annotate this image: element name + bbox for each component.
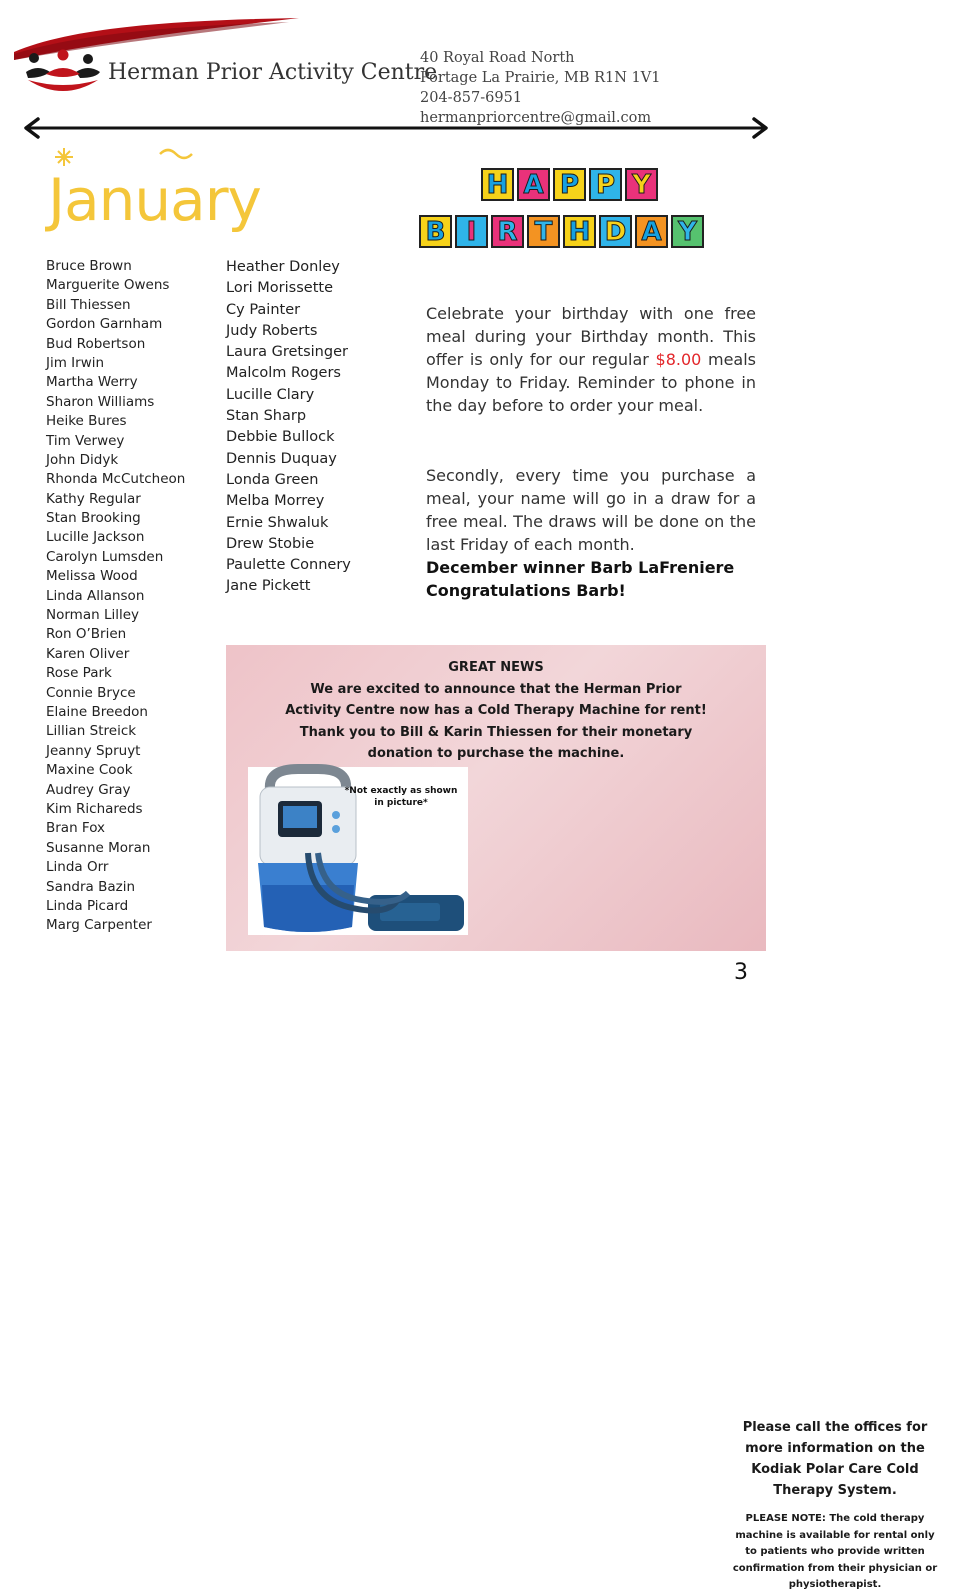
birthday-name: Linda Picard [46,897,129,914]
call-line: Therapy System. [773,1483,897,1498]
birthday-name: Linda Allanson [46,587,145,604]
banner-letter: H [481,168,514,201]
birthday-name: Bill Thiessen [46,296,131,313]
birthday-name: Stan Sharp [226,408,307,425]
birthday-name: Sharon Williams [46,393,155,410]
note-line: machine is available for rental only [735,1529,935,1541]
banner-letter: A [517,168,550,201]
birthday-name: Laura Gretsinger [226,344,348,361]
birthday-name: Connie Bryce [46,684,136,701]
birthday-name: Paulette Connery [226,557,351,574]
birthday-name: Karen Oliver [46,645,130,662]
note-line: physiotherapist. [788,1579,882,1590]
call-offices-text [704,1417,966,1501]
org-name: Herman Prior Activity Centre [108,60,438,85]
call-line: Please call the offices for [742,1420,928,1435]
birthday-offer-text [426,302,756,417]
birthday-name: Lucille Jackson [46,529,145,546]
birthday-name: Ernie Shwaluk [226,514,329,531]
please-note-text [704,1511,966,1594]
birthday-name: Gordon Garnham [46,316,163,333]
birthday-name: Heike Bures [46,413,127,430]
banner-letter: Y [625,168,658,201]
birthday-name: Ron O’Brien [46,626,127,643]
image-disclaimer: *Not exactly as shown in picture* [344,786,458,808]
birthday-name: Melissa Wood [46,568,138,585]
month-heading [40,140,270,240]
birthday-name: Bran Fox [46,820,106,837]
birthday-name: Marg Carpenter [46,917,152,934]
birthday-name: Rose Park [46,665,112,682]
birthday-name: Kathy Regular [46,490,141,507]
birthday-name: Martha Werry [46,374,138,391]
banner-letter: I [455,215,488,248]
logo-icon [24,50,102,94]
birthday-name: Heather Donley [226,259,340,275]
birthday-name: Linda Orr [46,859,109,876]
birthday-name: Judy Roberts [226,322,318,339]
birthday-name: Carolyn Lumsden [46,548,164,565]
address-line: 40 Royal Road North [420,50,575,66]
birthday-name: Rhonda McCutcheon [46,471,186,488]
banner-letter: Y [671,215,704,248]
birthday-name: Sandra Bazin [46,878,136,895]
birthday-name: Norman Lilley [46,607,140,624]
meal-price: $8.00 [655,350,702,369]
page-number: 3 [734,960,748,985]
note-line: confirmation from their physician or [732,1562,938,1574]
city-line: Portage La Prairie, MB R1N 1V1 [420,70,661,86]
winner-announcement [426,556,734,602]
call-line: Kodiak Polar Care Cold [751,1462,919,1477]
birthday-name: Susanne Moran [46,839,151,856]
birthday-banner [419,215,704,248]
birthday-name: Lillian Streick [46,723,137,740]
banner-letter: T [527,215,560,248]
news-line: Activity Centre now has a Cold Therapy Machine for rent! [285,703,707,718]
note-line: to patients who provide written [745,1546,925,1557]
birthday-name: Londa Green [226,471,319,488]
sparkle-icon [55,148,73,166]
birthday-name: Dennis Duquay [226,450,337,467]
note-line: PLEASE NOTE: The cold therapy [745,1513,925,1524]
birthday-name: Marguerite Owens [46,277,170,294]
birthday-name: Lucille Clary [226,386,315,403]
birthday-name: Jane Pickett [226,578,311,595]
birthday-list-column-1 [46,257,185,936]
birthday-name: Cy Painter [226,301,301,318]
birthday-name: Audrey Gray [46,781,131,798]
double-arrow-divider [22,117,770,139]
news-title: GREAT NEWS [448,660,544,675]
birthday-list-column-2 [226,257,351,598]
birthday-name: John Didyk [46,451,119,468]
phone-number: 204-857-6951 [420,90,523,106]
banner-letter: R [491,215,524,248]
birthday-name: Stan Brooking [46,510,141,527]
birthday-name: Lori Morissette [226,280,333,297]
birthday-name: Tim Verwey [46,432,125,449]
month-title: January [48,166,261,234]
birthday-name: Elaine Breedon [46,703,148,720]
birthday-name: Malcolm Rogers [226,365,341,382]
banner-letter: D [599,215,632,248]
news-heading-block [226,657,766,765]
news-line: We are excited to announce that the Herman Prior [310,681,682,697]
banner-letter: P [589,168,622,201]
call-line: more information on the [745,1441,925,1456]
news-line: donation to purchase the machine. [367,746,625,761]
news-line: Thank you to Bill & Karin Thiessen for their monetary [299,724,693,740]
birthday-name: Melba Morrey [226,493,325,510]
birthday-name: Jim Irwin [46,354,105,371]
winner-line: December winner Barb LaFreniere [426,558,735,577]
birthday-name: Debbie Bullock [226,429,335,446]
banner-letter: A [635,215,668,248]
banner-letter: P [553,168,586,201]
happy-banner [481,168,658,201]
birthday-name: Jeanny Spruyt [46,742,141,759]
offer-text-cont: meals Monday to Friday. Reminder to phone in the day before to order your meal. [426,350,757,415]
contact-info [420,48,660,128]
birthday-name: Maxine Cook [46,762,133,779]
congrats-line: Congratulations Barb! [426,581,626,600]
birthday-name: Kim Richareds [46,800,143,817]
banner-letter: B [419,215,452,248]
birthday-name: Drew Stobie [226,535,315,552]
offer-text: Celebrate your birthday with one free meal during your Birthday month. This offer is only for our regular [426,304,756,369]
birthday-name: Bud Robertson [46,335,146,352]
birthday-name: Bruce Brown [46,258,132,274]
banner-letter: H [563,215,596,248]
draw-text: Secondly, every time you purchase a meal, your name will go in a draw for a free meal. The draws will be done on the last Friday of each month. [426,466,756,554]
email-address: hermanpriorcentre@gmail.com [420,110,652,126]
